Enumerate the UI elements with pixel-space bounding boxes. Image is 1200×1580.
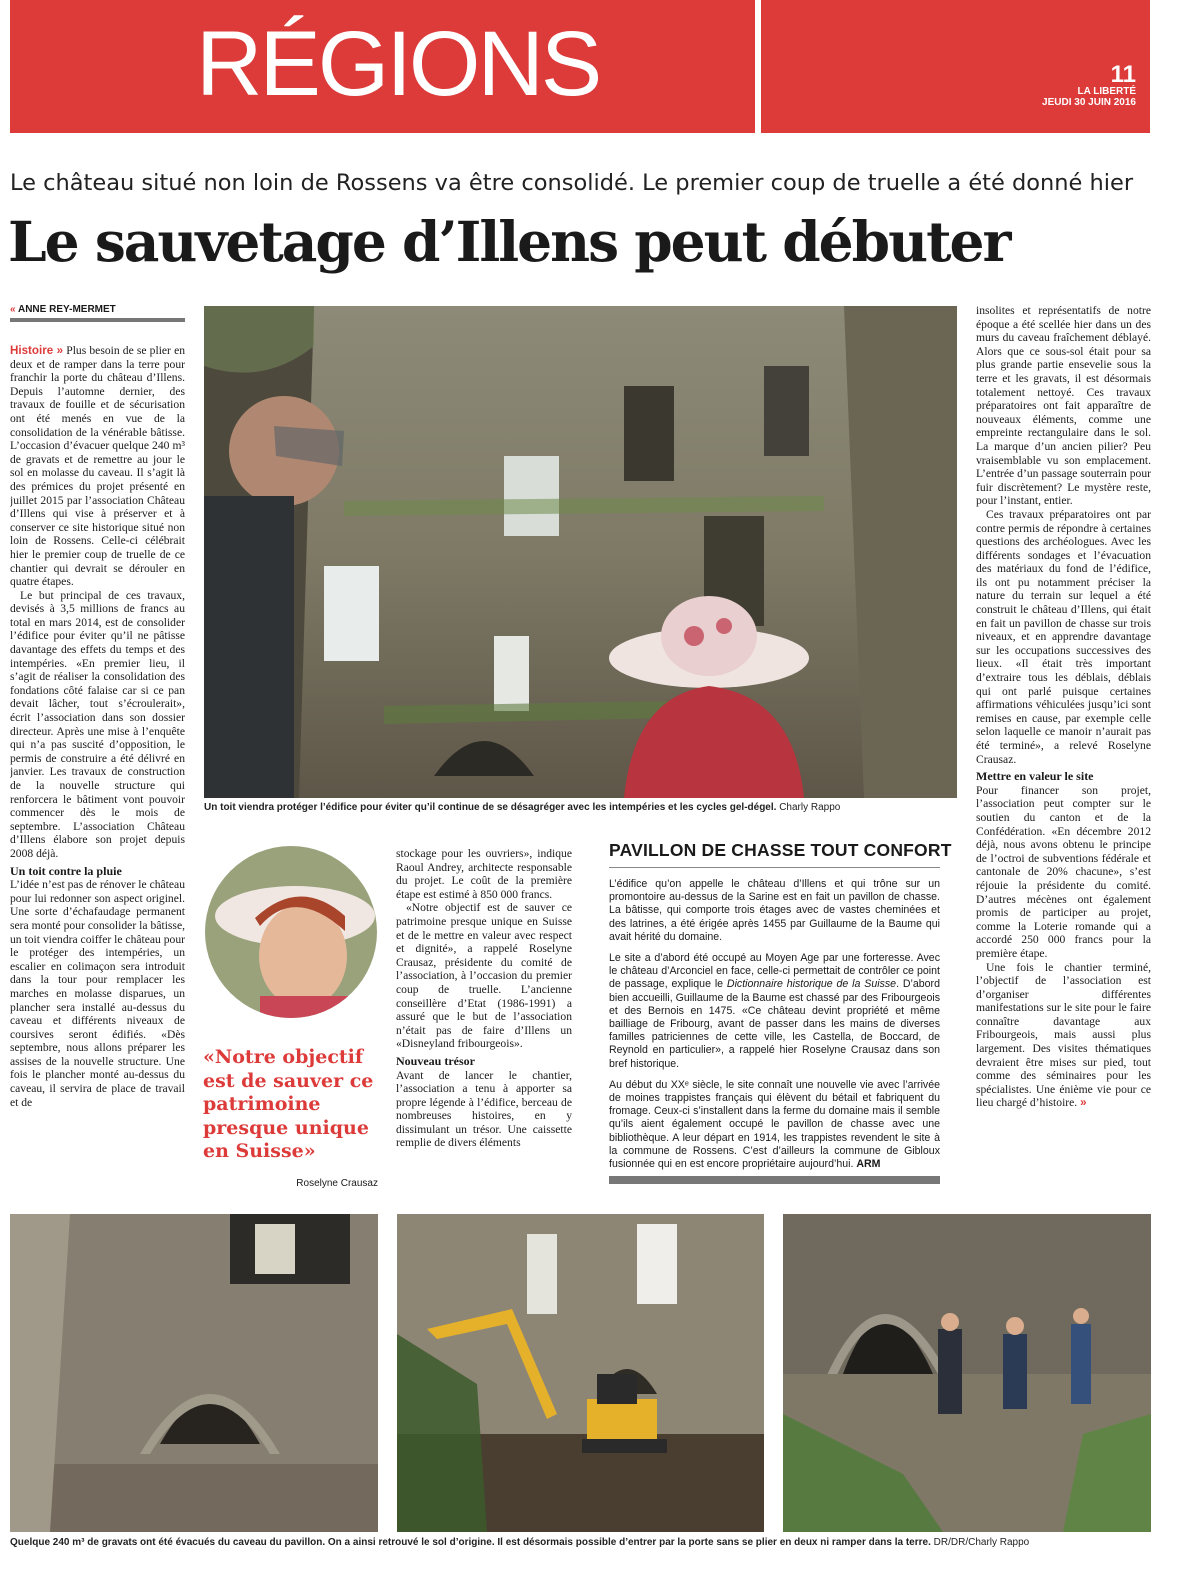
paragraph: «Notre objectif est de sauver ce patrimoine presque unique en Suisse et de le mettre en valeur avec respect et dignité», a rappelé Roselyne Crausaz, présidente du comité de l’association, à l’occasion du premier coup de truelle. L’ancienne conseillère d’Etat (1986-1991) a assuré que le but de l’association n’était pas de faire d’Illens un «Disneyland fribourgeois». (396, 901, 572, 1051)
lead-text: Plus besoin de se plier en deux et de ramper dans la terre pour franchir la porte du château d’Illens. Depuis l’automne dernier, des travaux de fouille et de sécurisation ont été menés en vue de la consolidation de la vénérable bâtisse. L’occasion d’évacuer quelque 240 m³ de gravats et de remettre au jour le sol en molasse du caveau. Il s’agit là des prémices du projet présenté en juillet 2015 par l’association Château d’Illens qui vise à préserver et à conserver ce site historique situé non loin de Rossens. Celle-ci célébrait hier le premier coup de truelle de ce chantier qui devrait se dérouler en quatre étapes. (10, 344, 185, 589)
subheading: Un toit contre la pluie (10, 863, 122, 878)
bottom-photos-caption (10, 1537, 1151, 1548)
main-photo-caption (204, 802, 964, 813)
paragraph (976, 961, 1151, 1111)
paragraph-text: Une fois le chantier terminé, l’objectif de l’association est d’organiser différentes manifestations sur le site pour le faire connaître davantage aux Fribourgeois, mais aussi plus largement. Des visites thématiques devraient être mises sur pied, tout comme des séminaires pour les spécialistes. Une énième vie pour ce lieu chargé d’histoire. (976, 960, 1151, 1110)
publication-name: LA LIBERTÉ (1077, 86, 1136, 98)
byline-chevron-icon: « (10, 304, 16, 315)
article-column-5 (976, 304, 1151, 1194)
paragraph: stockage pour les ouvriers», indique Raoul Andrey, architecte responsable du projet. Le coût de la première étape est estimé à 850 000 francs. (396, 847, 572, 901)
caption-text: Quelque 240 m³ de gravats ont été évacués du caveau du pavillon. On a ainsi retrouvé le sol d’origine. Il est désormais possible d’entrer par la porte sans se plier en deux ni ramper dans la terre. (10, 1537, 931, 1548)
sidebar-paragraph: L’édifice qu’on appelle le château d’Illens et qui trône sur un promontoire au-dessus de la Sarine est en fait un pavillon de chasse. La bâtisse, qui comporte trois étages avec de vastes cheminées et des latrines, a été érigée après 1455 par Guillaume de la Baume qui avait hérité du domaine. (609, 878, 940, 943)
excavator-illustration (397, 1214, 764, 1532)
lead-tag: Histoire » (10, 344, 64, 357)
sidebar-text-part: Au début du XXᵉ siècle, le site connaît une nouvelle vie avec l’arrivée de moines trappistes français qui élèvent du bétail et fabriquent du fromage. Ceux-ci s’installent dans la ferme du domaine mais il semble qu’ils aient également occupé le pavillon de chasse avec une bibliothèque. A leur départ en 1914, les trappistes revendent le site à la commune de Rossens. C’est d’ailleurs la commune de Gibloux fusionnée qui en est encore propriétaire aujourd’hui. (609, 1078, 940, 1171)
lead-paragraph (10, 344, 185, 589)
bottom-photo-cellar-door (10, 1214, 378, 1532)
sidebar-text-part: Le site a d’abord été occupé au Moyen Age par une forteresse. Avec le château d’Arconciel en face, celle-ci permettait de contrôler ce point de passage, explique le (609, 952, 940, 991)
article-kicker: Le château situé non loin de Rossens va être consolidé. Le premier coup de truelle a été donné hier (10, 170, 1134, 196)
main-photo-castle-ruins (204, 306, 957, 798)
section-banner (10, 0, 1150, 133)
pull-quote: «Notre objectif est de sauver ce patrimoine presque unique en Suisse» (203, 1046, 374, 1162)
article-column-3 (396, 847, 572, 1193)
publication-date: JEUDI 30 JUIN 2016 (1042, 96, 1136, 108)
article-headline: Le sauvetage d’Illens peut débuter (8, 209, 1010, 274)
portrait-illustration (205, 846, 377, 1018)
page-number: 11 (1110, 61, 1136, 88)
photo-credit: Charly Rappo (779, 802, 841, 813)
paragraph: Avant de lancer le chantier, l’association a tenu à apporter sa propre légende à l’édifice, berceau de nombreuses histoires, en y dissimulant un trésor. Une caissette remplie de divers éléments (396, 1068, 572, 1150)
section-title: RÉGIONS (196, 13, 600, 115)
sidebar-italic-title: Dictionnaire historique de la Suisse (726, 978, 897, 991)
sidebar-paragraph (609, 1079, 940, 1171)
paragraph: Le but principal de ces travaux, devisés à 3,5 millions de francs au total en mars 2014, est de consolider l’édifice pour éviter qu’il ne pâtisse davantage des effets du temps et des intempéries. «En premier lieu, il s’agit de réaliser la consolidation des fondations côté falaise car si ce pan devait lâcher, tout s’écroulerait», écrit l’association dans son dossier directeur. Après une mise à l’enquête qui n’a pas suscité d’opposition, le permis de construire a été délivré en janvier. Les travaux de construction de la nouvelle structure qui renforcera le bâtiment vont pouvoir commencer dès le mois de septembre. L’association Château d’Illens élabore son projet depuis 2008 déjà. (10, 588, 185, 860)
sidebar-signature: ARM (856, 1158, 881, 1171)
castle-interior-illustration (204, 306, 957, 798)
sidebar-box (609, 840, 952, 1171)
sidebar-bottom-bar (609, 1176, 940, 1184)
pull-quote-author: Roselyne Crausaz (296, 1178, 378, 1189)
byline-author: ANNE REY-MERMET (17, 304, 116, 315)
sidebar-paragraph (609, 952, 940, 1071)
paragraph: insolites et représentatifs de notre époque a été scellée hier dans un des murs du caveau fraîchement déblayé. Alors que ce sous-sol était pour sa plus grande partie ensevelie sous la terre et les gravats, il est désormais totalement nettoyé. Ces travaux préparatoires ont fait apparaître de nouveaux éléments, comme une empreinte rectangulaire dans le sol. La marque d’un ancien pilier? Peu vraisemblable vu son emplacement. L’entrée d’un passage souterrain pour fuir discrètement? Le mystère reste, pour l’instant, entier. (976, 304, 1151, 508)
sidebar-title: PAVILLON DE CHASSE TOUT CONFORT (609, 840, 940, 868)
sidebar-text-part: . D’abord bien accueilli, Guillaume de la Baume est chassé par des Fribourgeois et des Bernois en 1475. «Ce château devint propriété et même bailliage de Fribourg, avant de passer dans les mains de diverses familles patriciennes de cette ville, les Castella, de Boccard, de Reynold en particulier», a rappelé hier Roselyne Crausaz dans son bref historique. (609, 978, 940, 1070)
caption-text: Un toit viendra protéger l’édifice pour éviter qu’il continue de se désagréger avec les intempéries et les cycles gel-dégel. (204, 802, 777, 813)
paragraph: L’idée n’est pas de rénover le château pour lui redonner son aspect originel. Une sorte d’échafaudage permanent sera monté pour consolider la bâtisse, un toit viendra coiffer le château pour le protéger des intempéries, un escalier en colimaçon sera introduit dans la tour pour remplacer les marches en molasse disparues, un plancher sera installé au-dessus du caveau et différents niveaux de coursives seront édifiés. «Dès septembre, nous allons préparer les assises de la nouvelle structure. Une fois le plancher monté au-dessus du caveau, il servira de place de travail et de (10, 878, 185, 1109)
visitors-illustration (783, 1214, 1151, 1532)
subheading: Mettre en valeur le site (976, 769, 1094, 784)
end-mark-icon: » (1080, 1096, 1087, 1110)
sidebar-text (609, 878, 940, 1171)
paragraph: Ces travaux préparatoires ont par contre permis de répondre à certaines questions des archéologues. Avec les différents sondages et l’évacuation des matériaux du fond de l’édifice, ils ont pu notamment préciser la nature du terrain sur lequel a été construit le château d’Illens, qui était en fait un pavillon de chasse sur trois niveaux, et en apprendre davantage sur les occupations successives des lieux. «Il était très important d’extraire tous les déblais, déblais qui ont parlé puisque certaines affirmations véhiculées jusqu’ici sont remises en cause, par exemple celle selon laquelle ce manoir n’aurait pas été terminé», a relevé Roselyne Crausaz. (976, 507, 1151, 766)
byline (10, 304, 185, 322)
bottom-photo-excavator (397, 1214, 764, 1532)
portrait-photo-roselyne-crausaz (205, 846, 377, 1018)
page-info (1042, 62, 1136, 108)
cellar-illustration (10, 1214, 378, 1532)
paragraph: Pour financer son projet, l’association peut compter sur le soutien du canton et de la Confédération. «En décembre 2012 déjà, nous avons obtenu le principe de l’octroi de subventions fédérale et cantonale de 20% chacune», s’est réjouie la présidente du comité. D’autres mécènes ont également promis de participer au projet, comme la Loterie romande qui a accordé 250 000 francs pour la première étape. (976, 783, 1151, 960)
photo-credit: DR/DR/Charly Rappo (933, 1537, 1030, 1548)
bottom-photo-visitors (783, 1214, 1151, 1532)
subheading: Nouveau trésor (396, 1053, 475, 1068)
article-column-1 (10, 344, 185, 1194)
